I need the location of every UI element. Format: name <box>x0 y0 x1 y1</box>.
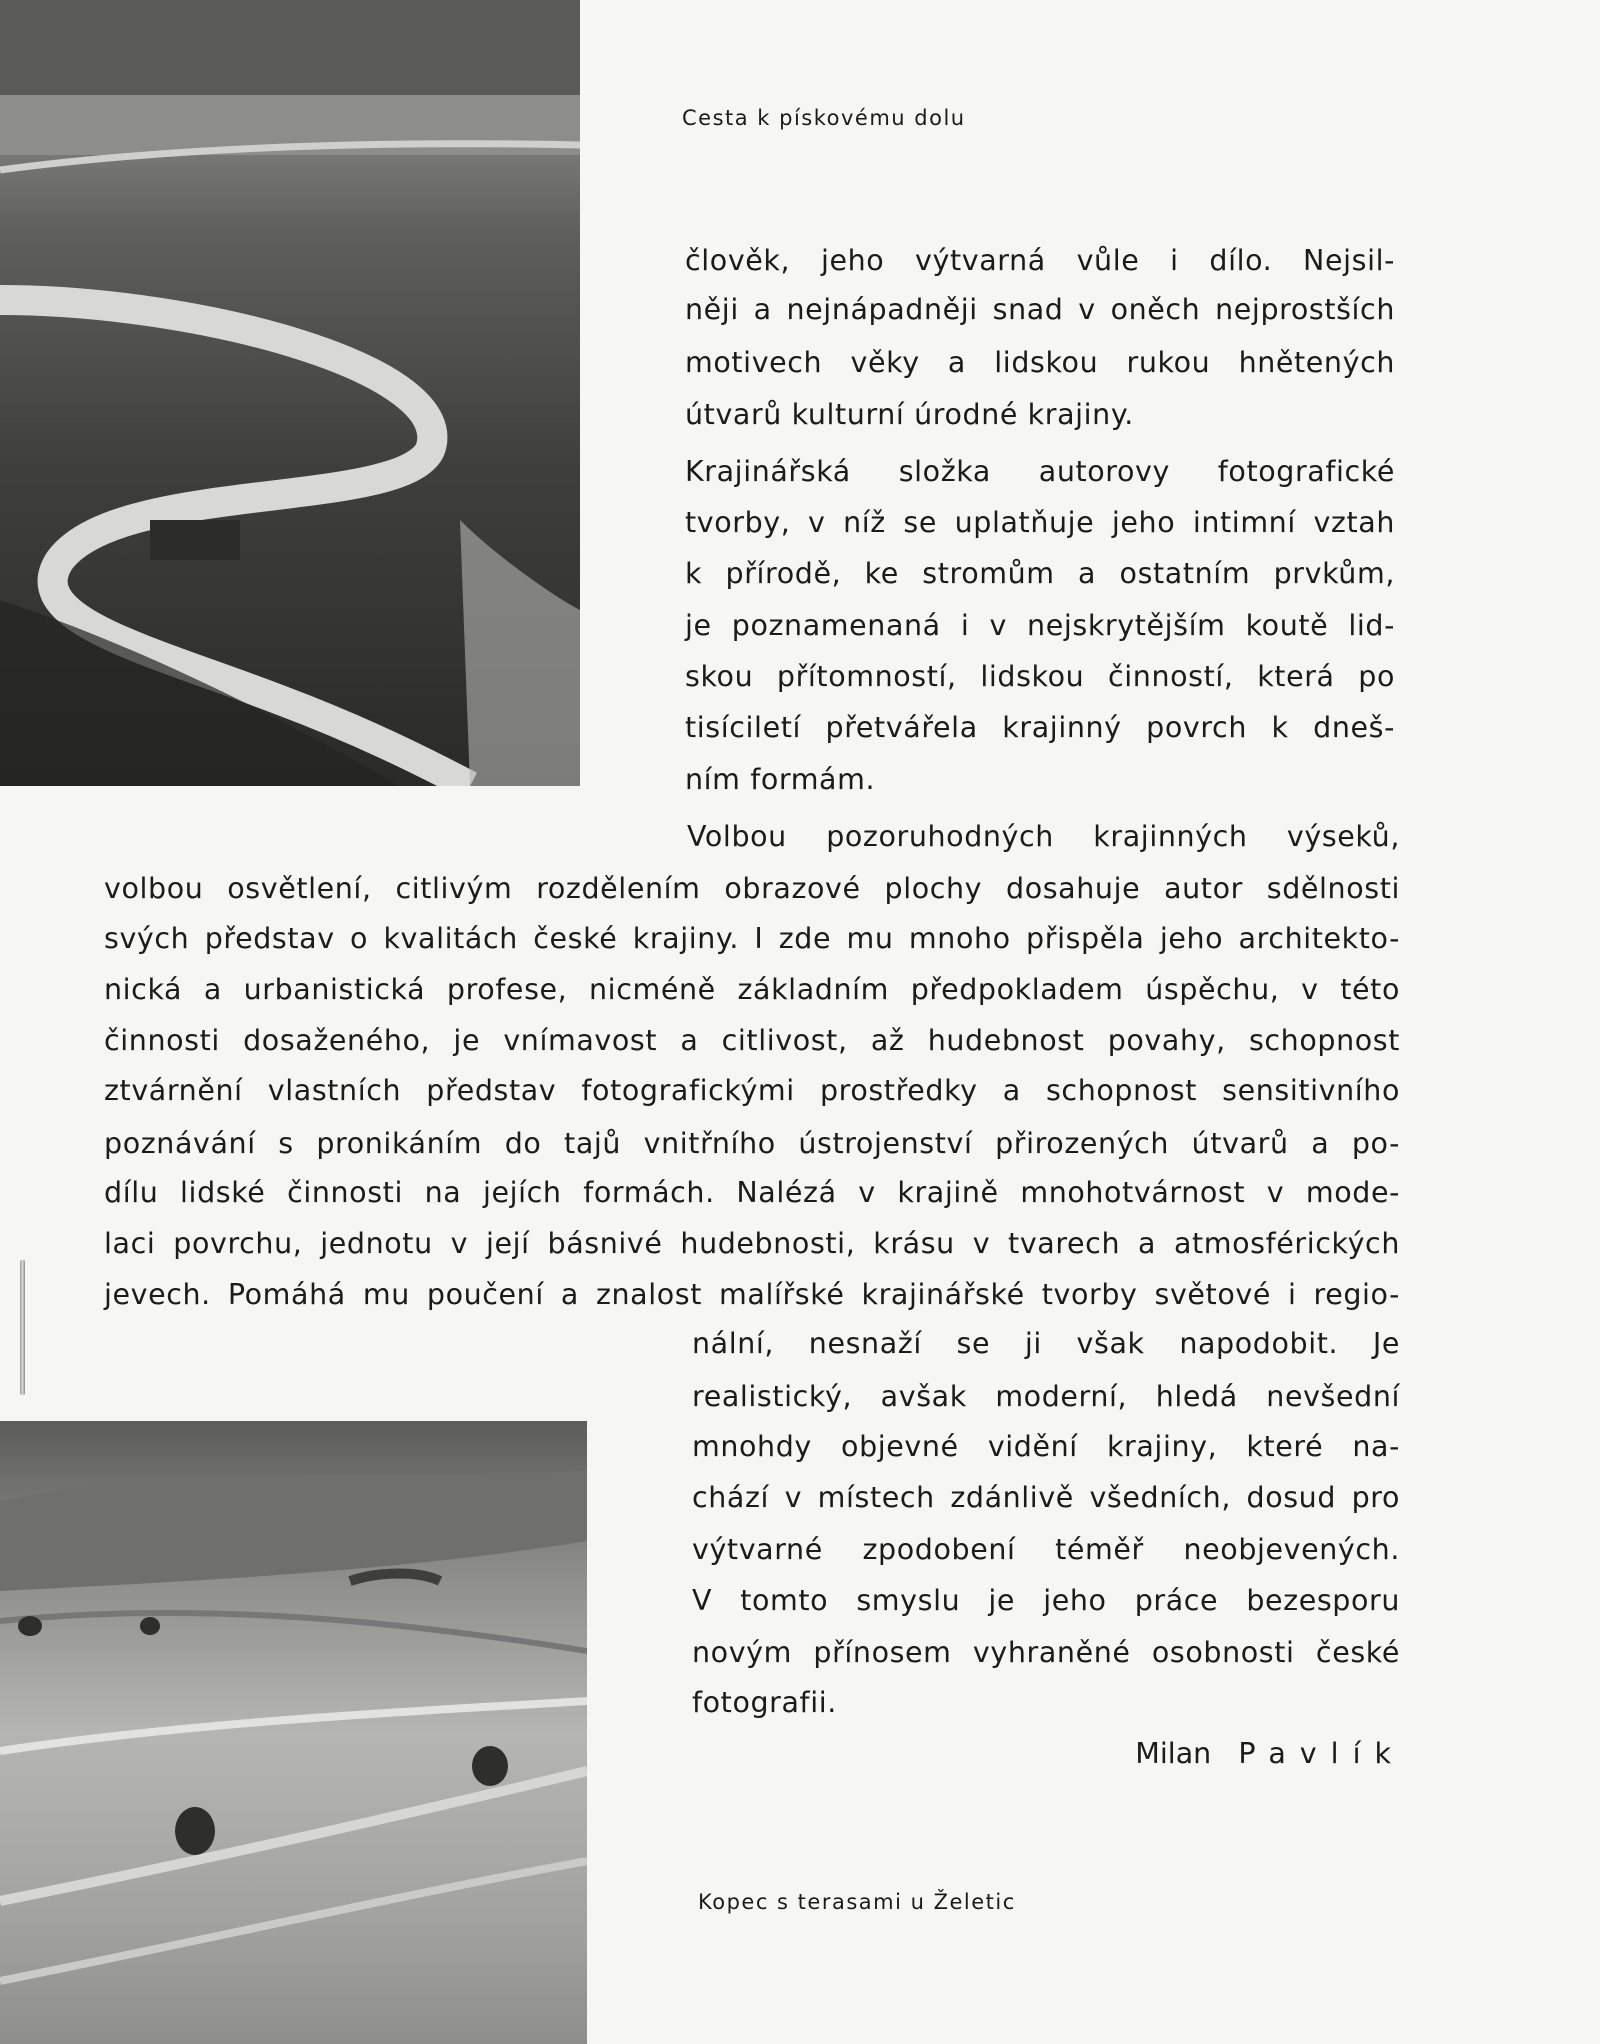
text-line: výtvarné zpodobení téměř neobjevených. <box>692 1533 1400 1566</box>
text-line: mnohdy objevné vidění krajiny, které na- <box>692 1430 1400 1463</box>
binding-staple <box>20 1260 25 1395</box>
text-line: poznávání s pronikáním do tajů vnitřního ústrojenství přirozených útvarů a po- <box>104 1127 1400 1160</box>
text-line: realistický, avšak moderní, hledá nevšední <box>692 1380 1400 1413</box>
author-last-name: Pavlík <box>1238 1737 1405 1770</box>
text-line: jevech. Pomáhá mu poučení a znalost malířské krajinářské tvorby světové i regio- <box>104 1278 1400 1311</box>
text-line: tisíciletí přetvářela krajinný povrch k dneš- <box>685 711 1395 744</box>
photo-caption-bottom: Kopec s terasami u Želetic <box>698 1890 1016 1914</box>
text-line: k přírodě, ke stromům a ostatním prvkům, <box>685 557 1395 590</box>
text-line: člověk, jeho výtvarná vůle i dílo. Nejsil- <box>685 244 1395 277</box>
photo-terraced-hill <box>0 1421 587 2044</box>
text-line: V tomto smyslu je jeho práce bezesporu <box>692 1584 1400 1617</box>
text-line: tvorby, v níž se uplatňuje jeho intimní vztah <box>685 506 1395 539</box>
text-line: skou přítomností, lidskou činností, která po <box>685 660 1395 693</box>
text-line: útvarů kulturní úrodné krajiny. <box>685 398 1134 431</box>
text-line: chází v místech zdánlivě všedních, dosud pro <box>692 1481 1400 1514</box>
text-line: ním formám. <box>685 763 876 796</box>
text-line: dílu lidské činnosti na jejích formách. Nalézá v krajině mnohotvárnost v mode- <box>104 1176 1400 1209</box>
text-line: nální, nesnaží se ji však napodobit. Je <box>692 1327 1400 1360</box>
text-line: laci povrchu, jednotu v její básnivé hudebnosti, krásu v tvarech a atmosférických <box>104 1227 1400 1260</box>
text-line: fotografii. <box>692 1686 837 1719</box>
photo-sandpit-road <box>0 0 580 786</box>
author-first-name: Milan <box>1135 1737 1212 1770</box>
text-line: nická a urbanistická profese, nicméně základním předpokladem úspěchu, v této <box>104 973 1400 1006</box>
text-line: ztvárnění vlastních představ fotografickými prostředky a schopnost sensitivního <box>104 1074 1400 1107</box>
text-line: Volbou pozoruhodných krajinných výseků, <box>687 820 1400 853</box>
text-line: volbou osvětlení, citlivým rozdělením obrazové plochy dosahuje autor sdělnosti <box>104 872 1400 905</box>
text-line: je poznamenaná i v nejskrytějším koutě lid- <box>685 609 1395 642</box>
text-line: novým přínosem vyhraněné osobnosti české <box>692 1636 1400 1669</box>
text-line: něji a nejnápadněji snad v oněch nejprostších <box>685 293 1395 326</box>
text-line: činnosti dosaženého, je vnímavost a citlivost, až hudebnost povahy, schopnost <box>104 1024 1400 1057</box>
text-line: Krajinářská složka autorovy fotografické <box>685 455 1395 488</box>
text-line: motivech věky a lidskou rukou hnětených <box>685 346 1395 379</box>
photo-caption-top: Cesta k pískovému dolu <box>682 106 966 130</box>
text-line: svých představ o kvalitách české krajiny. I zde mu mnoho přispěla jeho architekto- <box>104 922 1400 955</box>
author-signature <box>1135 1734 1405 1774</box>
